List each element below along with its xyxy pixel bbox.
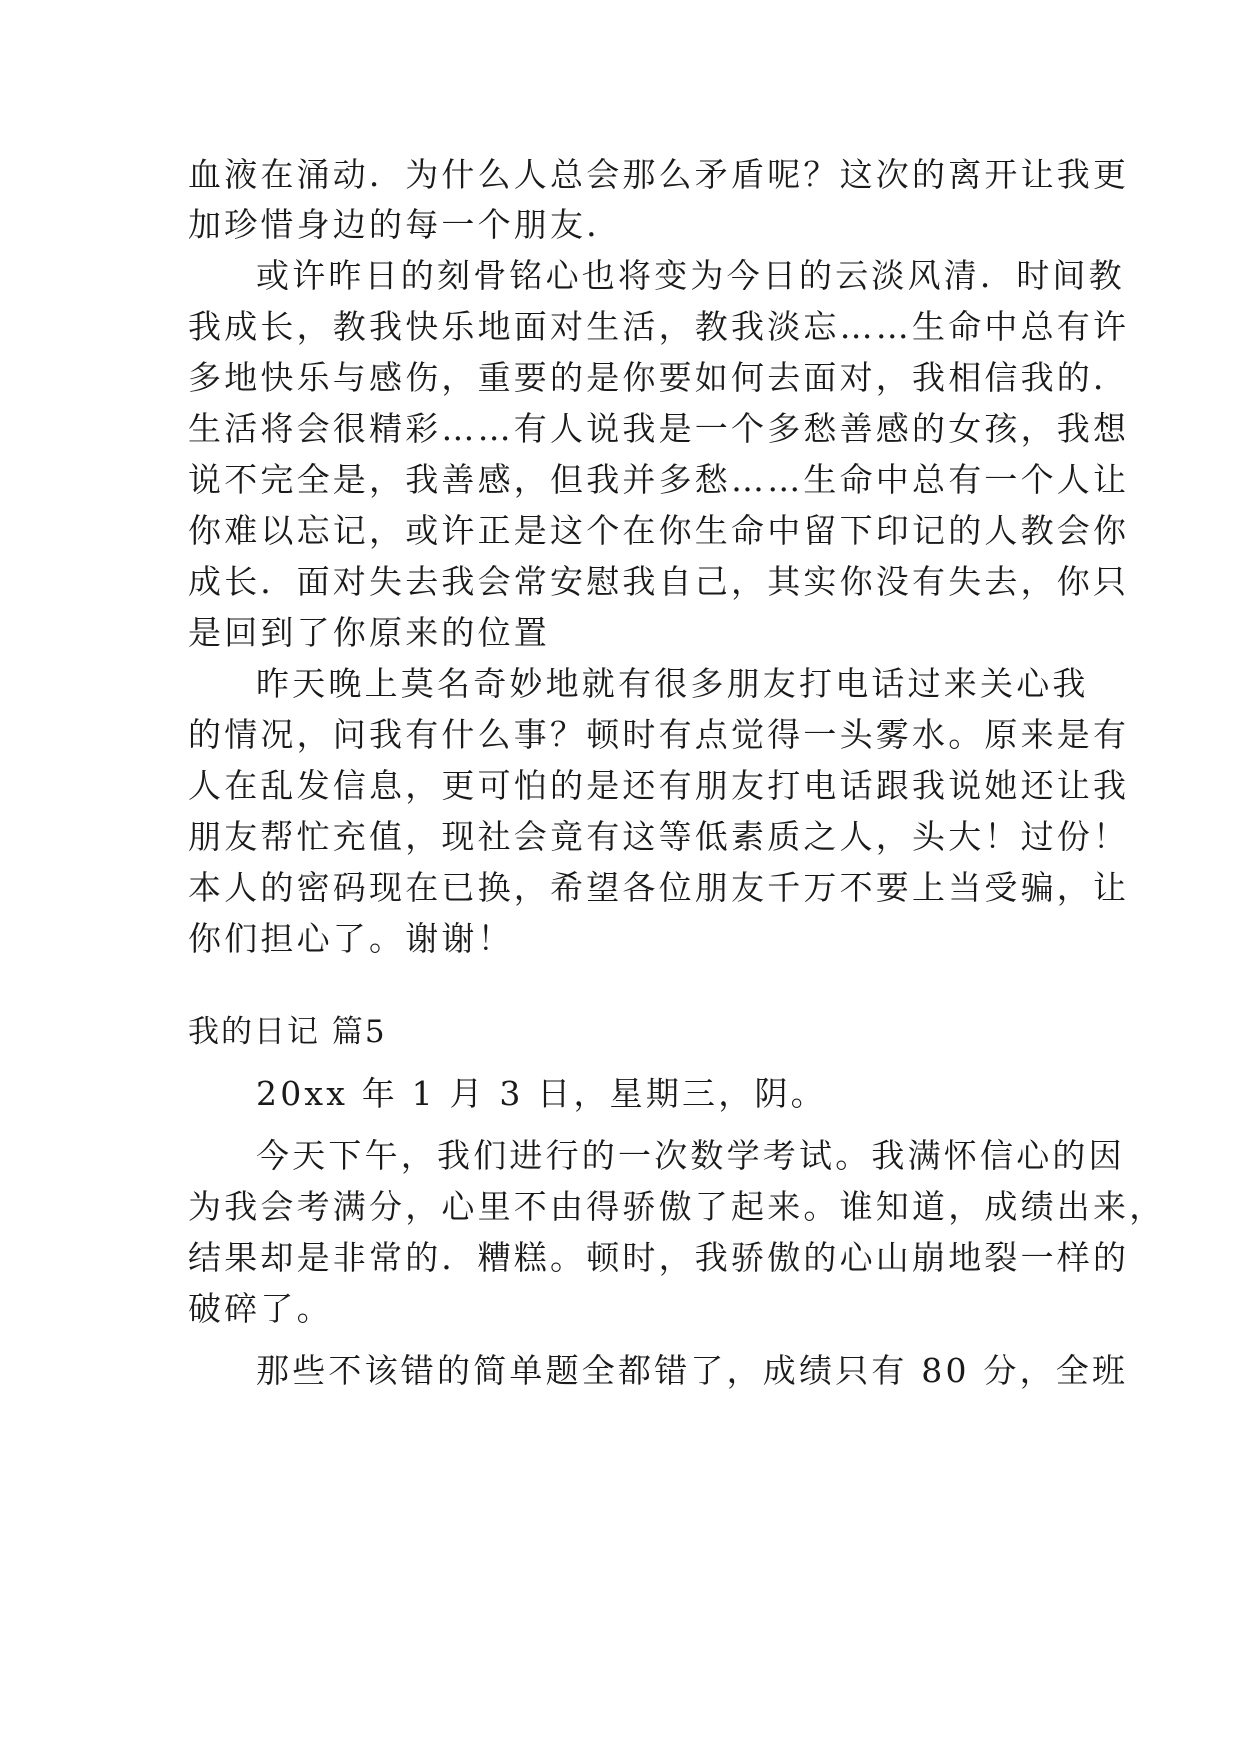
text-line: 多地快乐与感伤，重要的是你要如何去面对，我相信我的． xyxy=(188,358,1130,397)
text-line: 的情况，问我有什么事？顿时有点觉得一头雾水。原来是有 xyxy=(188,715,1130,754)
text-line: 我成长，教我快乐地面对生活，教我淡忘……生命中总有许 xyxy=(188,307,1130,346)
text-line: 为我会考满分，心里不由得骄傲了起来。谁知道，成绩出来， xyxy=(188,1187,1166,1226)
text-line: 你难以忘记，或许正是这个在你生命中留下印记的人教会你 xyxy=(188,511,1130,550)
text-line: 成长．面对失去我会常安慰我自己，其实你没有失去，你只 xyxy=(188,562,1130,601)
text-line: 人在乱发信息，更可怕的是还有朋友打电话跟我说她还让我 xyxy=(188,766,1130,805)
text-line: 加珍惜身边的每一个朋友． xyxy=(188,205,623,244)
text-line: 今天下午，我们进行的一次数学考试。我满怀信心的因 xyxy=(256,1136,1125,1175)
text-line: 你们担心了。谢谢！ xyxy=(188,919,514,958)
text-line: 说不完全是，我善感，但我并多愁……生命中总有一个人让 xyxy=(188,460,1130,499)
text-line: 本人的密码现在已换，希望各位朋友千万不要上当受骗，让 xyxy=(188,868,1130,907)
text-line: 那些不该错的简单题全都错了，成绩只有 80 分，全班 xyxy=(256,1351,1129,1390)
text-line: 破碎了。 xyxy=(188,1289,333,1328)
text-line: 血液在涌动．为什么人总会那么矛盾呢？这次的离开让我更 xyxy=(188,155,1130,194)
text-line: 或许昨日的刻骨铭心也将变为今日的云淡风清．时间教 xyxy=(256,256,1125,295)
date-line: 20xx 年 1 月 3 日，星期三，阴。 xyxy=(256,1074,827,1113)
section-heading: 我的日记 篇5 xyxy=(188,1014,387,1050)
text-line: 朋友帮忙充值，现社会竟有这等低素质之人，头大！过份！ xyxy=(188,817,1130,856)
text-line: 是回到了你原来的位置 xyxy=(188,613,550,652)
text-line: 结果却是非常的．糟糕。顿时，我骄傲的心山崩地裂一样的 xyxy=(188,1238,1130,1277)
text-line: 生活将会很精彩……有人说我是一个多愁善感的女孩，我想 xyxy=(188,409,1130,448)
text-line: 昨天晚上莫名奇妙地就有很多朋友打电话过来关心我 xyxy=(256,664,1089,703)
